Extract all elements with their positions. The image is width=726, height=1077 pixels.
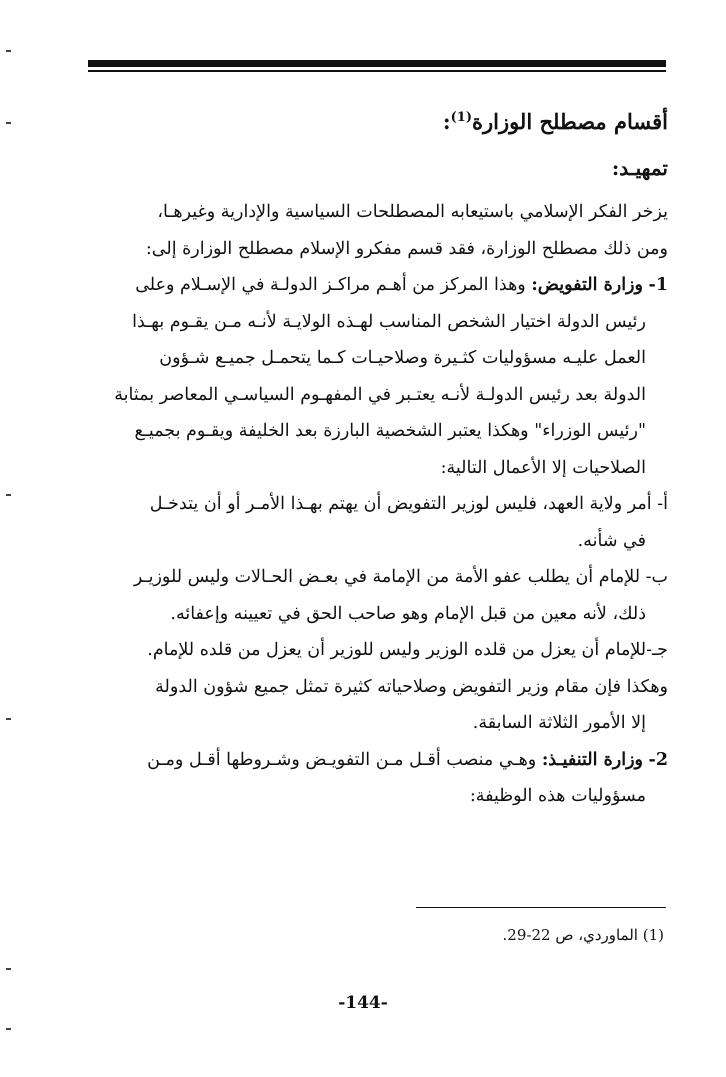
title-text: أقسام مصطلح الوزارة	[471, 109, 668, 134]
subitem-b-line: ذلك، لأنه معين من قبل الإمام وهو صاحب الحق في تعيينه وإعفائه.	[170, 603, 646, 624]
item-1-number: 1-	[648, 275, 668, 295]
header-rule-thick	[88, 60, 666, 67]
page-number: -144-	[338, 993, 388, 1013]
subitem-b: ب- للإمام أن يطلب عفو الأمة من الإمامة في بعـض الحـالات وليس للوزيـر	[133, 567, 668, 587]
item-1-title: وزارة التفويض:	[531, 275, 643, 295]
intro-line: يزخر الفكر الإسلامي باستيعابه المصطلحات السياسية والإدارية وغيرهـا،	[157, 202, 668, 222]
section-subheading: تمهيـد:	[611, 156, 668, 180]
footnote-ref: (1)	[450, 110, 472, 125]
page-title	[80, 96, 668, 140]
item-1-line: الدولة بعد رئيس الدولـة لأنـه يعتـبر في المفهـوم السياسـي المعاصر بمثابة	[114, 384, 646, 405]
margin-mark	[6, 718, 11, 720]
header-rule-thin	[88, 70, 666, 72]
subitem-a: أ- أمر ولاية العهد، فليس لوزير التفويض أن يهتم بهـذا الأمـر أو أن يتدخـل	[149, 494, 668, 514]
margin-mark	[6, 968, 11, 970]
margin-mark	[6, 122, 11, 124]
subitem-c: جـ-للإمام أن يعزل من قلده الوزير وليس للوزير أن يعزل من قلده للإمام.	[147, 640, 668, 660]
item-1-text: وهذا المركز من أهـم مراكـز الدولـة في الإسـلام وعلى	[135, 275, 526, 295]
footnote-separator	[416, 907, 666, 908]
item-2-title: وزارة التنفيـذ:	[541, 749, 643, 770]
margin-mark	[6, 494, 11, 496]
margin-mark	[6, 1028, 11, 1030]
item-1-line: رئيس الدولة اختيار الشخص المناسب لهـذه الولايـة لأنـه مـن يقـوم بهـذا	[132, 311, 646, 332]
page-body	[80, 96, 668, 815]
footnote: (1) الماوردي، ص 22-29.	[502, 926, 664, 944]
item-1-line: الصلاحيات إلا الأعمال التالية:	[440, 457, 646, 478]
item-2-line: مسؤوليات هذه الوظيفة:	[469, 786, 646, 806]
item-1-line: العمل عليـه مسؤوليات كثـيرة وصلاحيـات كـما يتحمـل جميـع شـؤون	[159, 348, 646, 368]
title-colon: :	[442, 109, 451, 134]
intro-line: ومن ذلك مصطلح الوزارة، فقد قسم مفكرو الإسلام مصطلح الوزارة إلى:	[145, 238, 668, 259]
margin-mark	[6, 50, 11, 52]
item-2-text: وهـي منصب أقـل مـن التفويـض وشـروطها أقـل ومـن	[147, 749, 537, 770]
conclusion-line: إلا الأمور الثلاثة السابقة.	[472, 713, 646, 733]
conclusion-line: وهكذا فإن مقام وزير التفويض وصلاحياته كثيرة تمثل جميع شؤون الدولة	[155, 676, 668, 697]
item-1-first-line	[80, 267, 668, 304]
item-1-line: "رئيس الوزراء" وهكذا يعتبر الشخصية البارزة بعد الخليفة ويقـوم بجميـع	[134, 421, 646, 441]
subitem-a-line: في شأنه.	[577, 530, 646, 551]
item-2-number: 2-	[648, 749, 668, 770]
item-2-first-line	[80, 742, 668, 779]
